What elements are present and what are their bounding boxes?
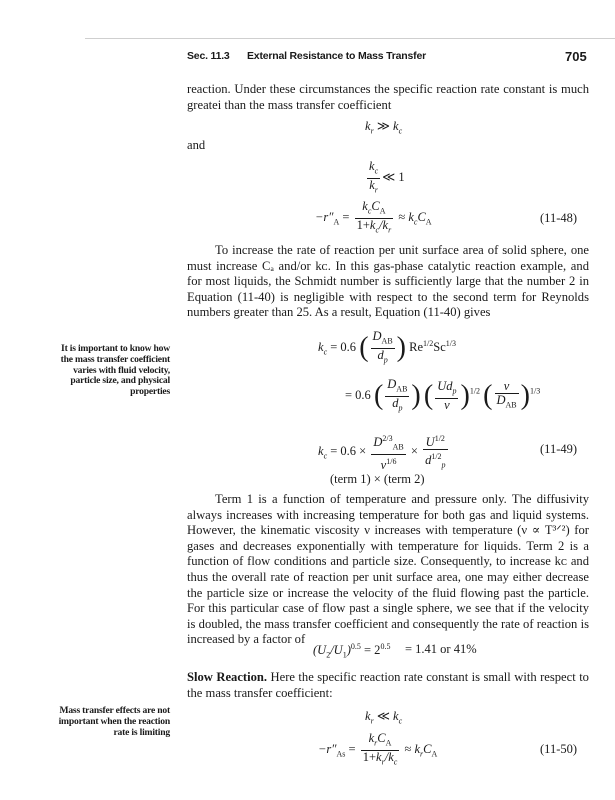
header-rule [85, 38, 615, 39]
paragraph-1: reaction. Under these circumstances the specific reaction rate constant is much greatei than the mass transfer coefficient [187, 82, 589, 112]
and-text: and [187, 138, 206, 152]
paragraph-3: Term 1 is a function of temperature and pressure only. The diffusivity always increases with increasing temperature for both gas and liquid systems. However, the kinematic viscosity ν increases with temperature (ν ∝ T³ᐟ²) for gases and decreases exponentially with temperature for liquids. Term 2 is a function of flow conditions and particle size. Consequently, to increase kᴄ and thus the overall rate of reaction per unit surface area, one may either decrease the particle size or increase the velocity of the fluid flowing past the particle. For this particular case of flow past a single sphere, we see that if the velocity is doubled, the mass transfer coefficient and consequently the rate of reaction is increased by a factor of [187, 492, 589, 647]
equation-kr-much-less-kc: $k_r$ ≪ $k_c$ [365, 709, 403, 726]
equation-kc-over-kr: $\frac{k_c}{k_r}$ ≪ 1 [369, 159, 405, 194]
equation-kc-line-2: = 0.6 ( $\frac{D_{AB}}{d_p}$ ) ( $\frac{Ud_p}{\nu}$ )$^{1/2}$ ( $\frac{\nu}{D_{AB}}$ )$^{1/3}$ [345, 377, 541, 412]
equation-kr-much-greater-kc: $k_r$ ≫ $k_c$ [365, 119, 403, 136]
slow-reaction-heading: Slow Reaction. [187, 670, 268, 684]
equation-11-50: $-r''_{As}$ = $\frac{k_rC_A}{1+k_r/k_c}$ ≈ $k_rC_A$ [318, 731, 438, 766]
ratio-result: = 1.41 or 41% [405, 642, 477, 656]
paragraph-2: To increase the rate of reaction per unit surface area of solid sphere, one must increase Cₐ and/or kᴄ. In this gas-phase catalytic reaction example, and for most liquids, the Schmidt number is sufficiently large that the number 2 in Equation (11-40) is negligible with respect to the second term for Reynolds numbers greater than 25. As a result, Equation (11-40) gives [187, 243, 589, 320]
equation-11-49: $k_c = 0.6$ × $\frac{D^{2/3}_{AB}}{\nu^{1/6}}$ × $\frac{U^{1/2}}{d^{1/2}_p}$ [318, 434, 446, 472]
equation-number-49: (11-49) [540, 442, 578, 456]
equation-number-50: (11-50) [540, 742, 578, 756]
section-number: Sec. 11.3 [187, 50, 230, 62]
equation-kc-line-1: $k_c = 0.6$ ( $\frac{D_{AB}}{d_p}$ ) $Re^{1/2}Sc^{1/3}$ [318, 329, 456, 364]
equation-number-48: (11-48) [540, 211, 578, 225]
slow-reaction-text: Here the specific reaction rate constant is small with respect to the mass transfer coefficient: [187, 670, 589, 700]
paragraph-slow-reaction [187, 670, 589, 701]
page-number: 705 [565, 49, 587, 64]
equation-11-48: $-r''_A$ = $\frac{k_cC_A}{1+k_c/k_r}$ ≈ $k_cC_A$ [315, 199, 432, 234]
sidenote-mass-transfer-coefficient: It is important to know how the mass transfer coefficient varies with fluid velocity, particle size, and physical properties [60, 343, 170, 398]
running-title: External Resistance to Mass Transfer [247, 50, 426, 62]
sidenote-reaction-limiting: Mass transfer effects are not important when the reaction rate is limiting [58, 705, 170, 738]
term-label: (term 1) × (term 2) [330, 472, 425, 486]
equation-velocity-ratio: $(U_2/U_1)^{0.5} = 2^{0.5}$ [313, 642, 391, 660]
